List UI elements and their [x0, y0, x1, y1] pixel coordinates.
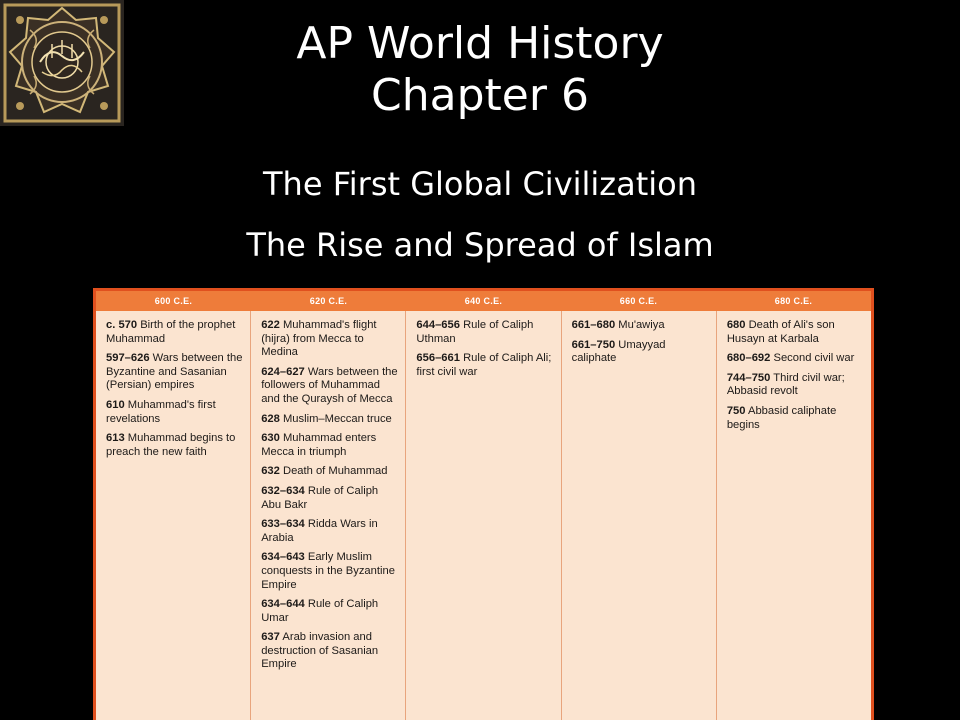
event-description: Death of Ali's son Husayn at Karbala: [726, 319, 835, 345]
event-year: c. 570: [106, 319, 138, 331]
timeline-event: [261, 485, 399, 512]
event-description: Third civil war; Abbasid revolt: [726, 371, 845, 398]
timeline-event: [572, 319, 710, 333]
event-year: 622: [261, 319, 280, 331]
timeline-event: [416, 319, 554, 346]
event-year: 624–627: [261, 365, 305, 378]
timeline-event: [261, 432, 399, 459]
timeline-event: [106, 399, 244, 426]
event-year: 613: [106, 432, 125, 445]
timeline-event: [727, 372, 865, 399]
timeline-event: [261, 631, 399, 672]
timeline-header-660: 660 C.E.: [619, 296, 658, 306]
timeline-header: [96, 291, 871, 311]
event-description: Muhammad's first revelations: [106, 398, 216, 425]
timeline-column: [96, 311, 250, 720]
event-description: Wars between the followers of Muhammad and the Quraysh of Mecca: [261, 365, 398, 405]
event-year: 750: [726, 404, 746, 417]
event-description: Ridda Wars in Arabia: [261, 518, 378, 544]
timeline-header-600: 600 C.E.: [154, 296, 193, 306]
event-year: 656–661: [416, 352, 460, 365]
timeline-event: [727, 319, 865, 346]
event-description: Muhammad begins to preach the new faith: [106, 432, 236, 458]
event-year: 634–643: [261, 551, 305, 564]
timeline-event: [261, 319, 399, 360]
event-year: 630: [261, 432, 280, 445]
timeline-event: [727, 352, 865, 366]
event-year: 628: [261, 412, 280, 425]
title-line-1: AP World History: [296, 18, 664, 69]
timeline-table: [93, 288, 874, 720]
event-year: 632: [261, 465, 280, 478]
event-description: Rule of Caliph Abu Bakr: [261, 484, 379, 511]
event-description: Early Muslim conquests in the Byzantine Empire: [261, 551, 395, 591]
timeline-column: [405, 311, 560, 720]
event-description: Rule of Caliph Uthman: [416, 319, 534, 345]
timeline-body: [96, 311, 871, 720]
event-description: Muhammad's flight (hijra) from Mecca to Medina: [261, 319, 377, 359]
timeline-event: [261, 366, 399, 407]
timeline-event: [261, 465, 399, 479]
event-year: 632–634: [261, 484, 305, 497]
subtitle-first-global-civilization: The First Global Civilization: [263, 165, 697, 203]
timeline-header-640: 640 C.E.: [464, 296, 503, 306]
event-year: 680: [726, 319, 746, 331]
event-year: 634–644: [261, 598, 305, 611]
timeline-event: [261, 413, 399, 427]
event-description: Rule of Caliph Ali; first civil war: [416, 352, 552, 378]
event-description: Second civil war: [773, 352, 855, 365]
event-description: Arab invasion and destruction of Sasanian Empire: [261, 631, 379, 671]
timeline-event: [261, 598, 399, 625]
event-year: 744–750: [726, 371, 771, 384]
event-year: 644–656: [416, 319, 460, 331]
timeline-header-680: 680 C.E.: [774, 296, 813, 306]
timeline-event: [416, 352, 554, 379]
timeline-column: [561, 311, 716, 720]
event-description: Mu'awiya: [618, 319, 665, 331]
event-description: Wars between the Byzantine and Sasanian (Persian) empires: [106, 352, 243, 392]
timeline-column: [250, 311, 405, 720]
event-year: 661–750: [571, 338, 616, 351]
timeline-event: [106, 432, 244, 459]
timeline-event: [727, 405, 865, 432]
event-description: Muhammad enters Mecca in triumph: [261, 432, 377, 458]
islamic-calligraphy-medallion-icon: [0, 0, 124, 126]
event-year: 661–680: [571, 319, 616, 331]
timeline-event: [572, 339, 710, 366]
slide-title: [180, 18, 780, 122]
timeline-column: [716, 311, 871, 720]
timeline-event: [106, 352, 244, 393]
event-year: 597–626: [106, 352, 150, 365]
timeline-event: [106, 319, 244, 346]
timeline-event: [261, 518, 399, 545]
event-description: Rule of Caliph Umar: [261, 598, 379, 624]
subtitle-rise-and-spread-of-islam: The Rise and Spread of Islam: [246, 226, 714, 264]
event-description: Muslim–Meccan truce: [282, 412, 392, 425]
title-line-2: Chapter 6: [371, 70, 589, 121]
event-year: 637: [261, 631, 280, 644]
event-description: Death of Muhammad: [282, 465, 388, 478]
event-description: Abbasid caliphate begins: [726, 404, 837, 431]
timeline-header-620: 620 C.E.: [309, 296, 348, 306]
event-year: 680–692: [726, 352, 771, 365]
event-year: 633–634: [261, 518, 305, 531]
event-year: 610: [106, 398, 125, 411]
timeline-event: [261, 551, 399, 592]
event-description: Birth of the prophet Muhammad: [106, 319, 236, 345]
event-description: Umayyad caliphate: [571, 338, 666, 365]
